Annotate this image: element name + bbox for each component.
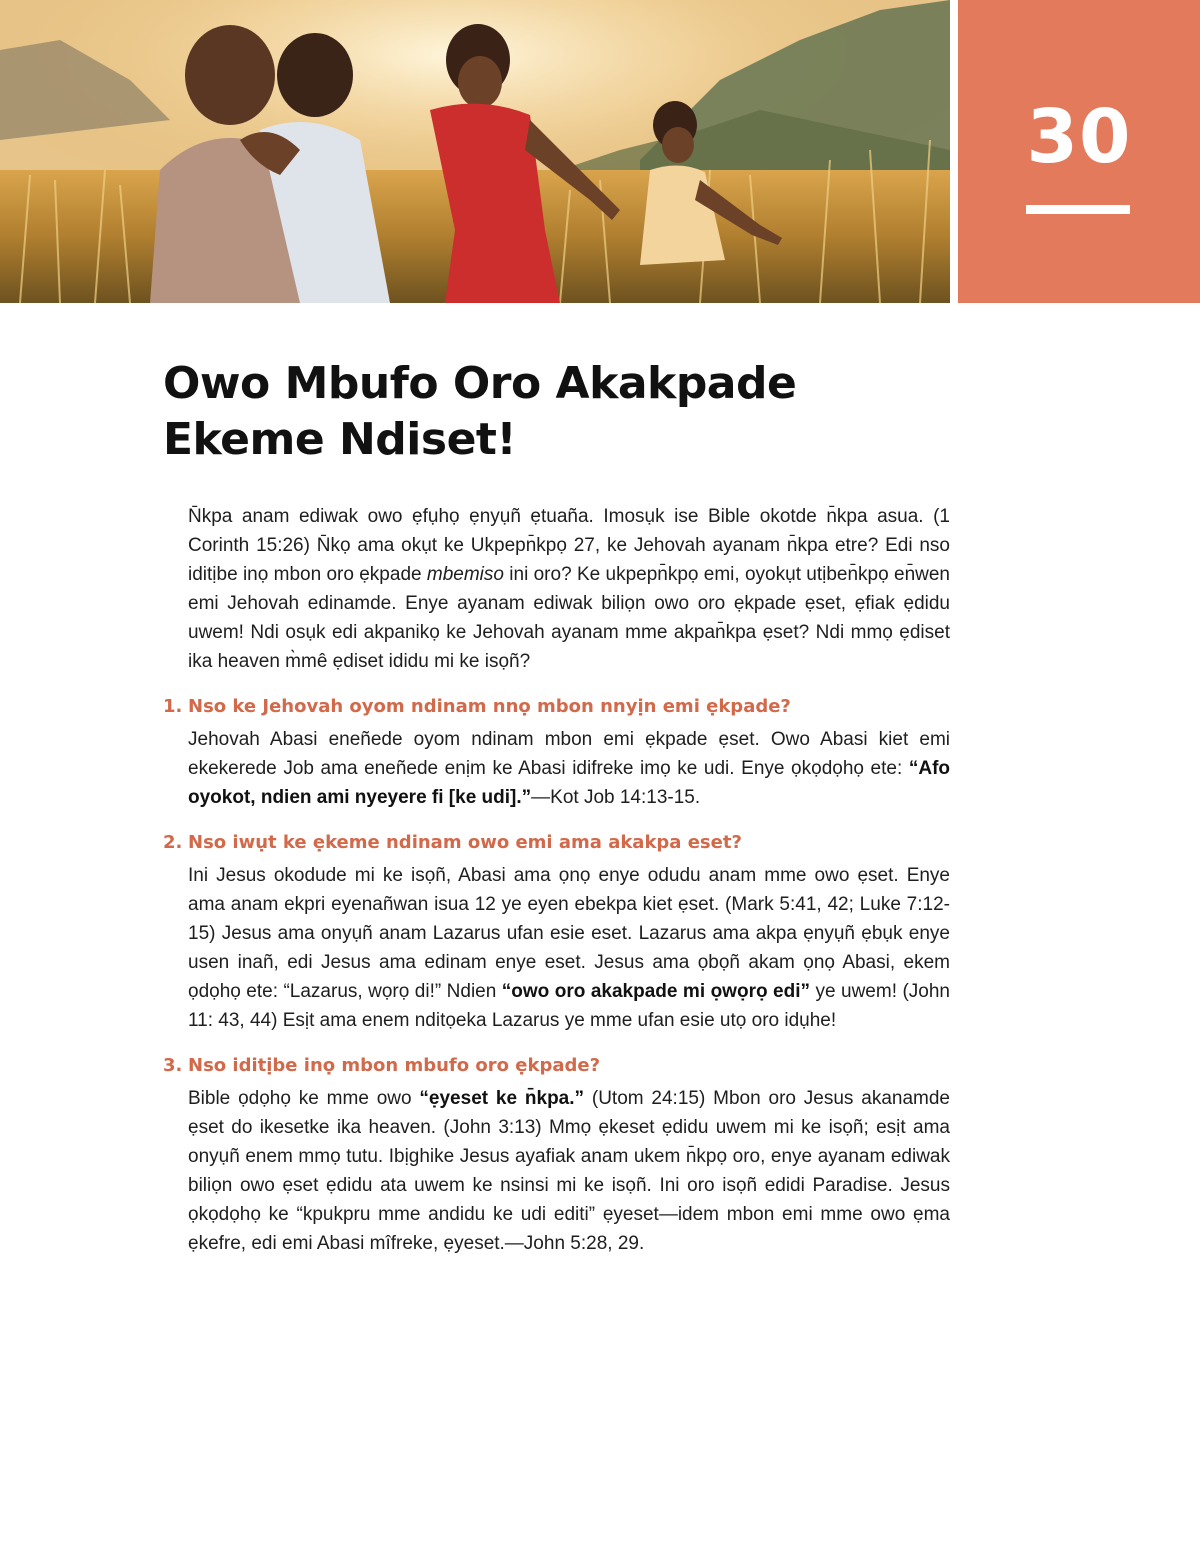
question-2 bbox=[163, 829, 950, 1035]
question-1-text-after: —Kot Job 14:13-15. bbox=[531, 787, 701, 808]
question-2-answer bbox=[188, 861, 950, 1035]
question-1-text-before: Jehovah Abasi eneñede oyom ndinam mbon emi ẹkpade ẹset. Owo Abasi kiet emi ekekerede Job ama eneñede enịm ke Abasi idifreke imọ ke udi. Enye ọkọdọhọ ete: bbox=[188, 729, 950, 779]
hero-photo bbox=[0, 0, 950, 303]
question-3-heading bbox=[163, 1052, 950, 1080]
lesson-number-underline bbox=[1026, 205, 1130, 214]
question-2-heading-text: Nso iwụt ke ẹkeme ndinam owo emi ama akakpa eset? bbox=[188, 832, 742, 853]
question-2-text-after: ye uwem! (John 11: 43, 44) Esịt ama enem nditọeka Lazarus ye mme ufan esie utọ oro idụhe! bbox=[188, 981, 950, 1031]
question-2-text-before: Ini Jesus okodude mi ke isọñ, Abasi ama ọnọ enye odudu anam mme owo ẹset. Enye ama anam ekpri eyenañwan isua 12 ye eyen ebekpa kiet ẹset. (Mark 5:41, 42; Luke 7:12-15) Jesus ama onyụñ anam Lazarus ufan esie eset. Lazarus ama akpa ẹnyụñ ẹbụk enye usen inañ, edi Jesus ama edinam enye eset. Jesus ama ọbọñ akam ọnọ Abasi, ekem ọdọhọ ete: “Lazarus, wọrọ di!” Ndien bbox=[188, 865, 950, 1002]
question-1 bbox=[163, 693, 950, 812]
page-title-line-2: Ekeme Ndiset! bbox=[163, 414, 517, 465]
intro-text-part-1: N̄kpa anam ediwak owo ẹfụhọ ẹnyụñ ẹtuaña. Imosụk ise Bible okotde n̄kpa asua. (1 Corinth 15:26) N̄kọ ama okụt ke Ukpepn̄kpọ 27, ke Jehovah ayanam n̄kpa etre? Edi nso iditịbe inọ mbon oro ẹkpade bbox=[188, 506, 950, 585]
question-2-heading bbox=[163, 829, 950, 857]
intro-paragraph bbox=[188, 502, 950, 676]
lesson-number: 30 bbox=[1026, 94, 1132, 180]
question-1-bold-quote: “Afo oyokot, ndien ami nyeyere fi [ke udi].” bbox=[188, 758, 950, 808]
page-title bbox=[163, 356, 963, 468]
question-1-heading-text: Nso ke Jehovah oyom ndinam nnọ mbon nnyịn emi ẹkpade? bbox=[188, 696, 791, 717]
question-2-bold-quote: “owo oro akakpade mi ọwọrọ edi” bbox=[501, 981, 810, 1002]
question-3 bbox=[163, 1052, 950, 1258]
question-3-number: 3. bbox=[163, 1055, 183, 1076]
question-1-answer bbox=[188, 725, 950, 812]
question-1-number: 1. bbox=[163, 696, 183, 717]
page-title-line-1: Owo Mbufo Oro Akakpade bbox=[163, 358, 797, 409]
family-in-field-illustration bbox=[0, 0, 950, 303]
question-3-answer bbox=[188, 1084, 950, 1258]
intro-italic-word: mbemiso bbox=[426, 564, 504, 585]
question-3-text-before: Bible ọdọhọ ke mme owo bbox=[188, 1088, 420, 1109]
question-3-bold-quote: “ẹyeset ke n̄kpa.” bbox=[419, 1088, 585, 1109]
question-3-heading-text: Nso iditịbe inọ mbon mbufo oro ẹkpade? bbox=[188, 1055, 601, 1076]
question-2-number: 2. bbox=[163, 832, 183, 853]
intro-text-part-2: ini oro? Ke ukpepn̄kpọ emi, oyokụt utịben̄kpọ en̄wen emi Jehovah edinamde. Enye ayanam ediwak biliọn owo oro ẹkpade ẹset, ẹfiak ẹdidu uwem! Ndi osụk edi akpanikọ ke Jehovah ayanam mme akpan̄kpa ẹset? Ndi mmọ ẹdiset ika heaven m̀mê ẹdiset ididu mi ke isọñ? bbox=[188, 564, 950, 672]
lesson-content bbox=[163, 502, 950, 1258]
question-1-heading bbox=[163, 693, 950, 721]
question-3-text-after: (Utom 24:15) Mbon oro Jesus akanamde ẹset do ikesetke ika heaven. (John 3:13) Mmọ ẹkeset ẹdidu uwem mi ke isọñ; esịt ama onyụñ enem mmọ tutu. Ibịghike Jesus ayafiak anam ukem n̄kpọ oro, enye ayanam ediwak biliọn owo ẹset ẹdidu ata uwem ke nsinsi mi ke isọñ. Ini oro isọñ edidi Paradise. Jesus ọkọdọhọ ke “kpukpru mme andidu ke udi editi” ẹyeset—idem mbon emi mme owo ẹma ẹkefre, edi emi Abasi mîfreke, ẹyeset.—John 5:28, 29. bbox=[188, 1088, 951, 1254]
lesson-number-badge bbox=[958, 0, 1200, 303]
